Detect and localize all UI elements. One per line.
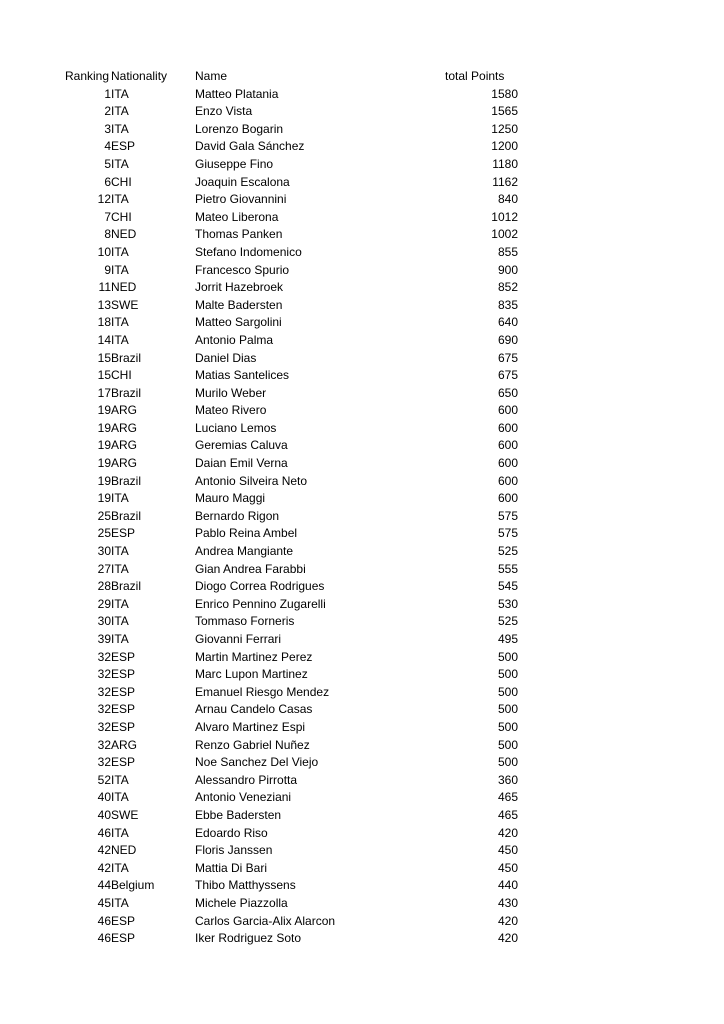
cell-nationality: ITA (111, 262, 129, 277)
cell-nationality: ITA (111, 192, 129, 207)
cell-name: Michele Piazzolla (195, 895, 288, 910)
table-row (65, 420, 518, 438)
cell-nationality: ESP (111, 649, 136, 664)
table-row (65, 578, 518, 596)
cell-name: Pietro Giovannini (195, 192, 287, 207)
cell-nationality: ESP (111, 702, 136, 717)
cell-nationality: ITA (111, 156, 129, 171)
cell-nationality: ITA (111, 104, 129, 119)
cell-nationality: ITA (111, 596, 129, 611)
cell-points: 500 (497, 702, 518, 717)
cell-points: 465 (497, 790, 518, 805)
cell-name: Arnau Candelo Casas (195, 702, 313, 717)
cell-ranking: 19 (97, 456, 111, 471)
table-row (65, 121, 518, 139)
cell-points: 530 (497, 596, 518, 611)
table-row (65, 825, 518, 843)
cell-points: 840 (497, 192, 518, 207)
cell-points: 525 (497, 614, 518, 629)
cell-ranking: 7 (104, 209, 111, 224)
cell-ranking: 32 (97, 737, 111, 752)
cell-nationality: Brazil (111, 579, 142, 594)
cell-points: 1162 (492, 174, 518, 189)
table-row (65, 473, 518, 491)
cell-name: Noe Sanchez Del Viejo (195, 755, 319, 770)
cell-points: 1012 (491, 209, 518, 224)
cell-name: Gian Andrea Farabbi (195, 561, 306, 576)
table-row (65, 525, 518, 543)
cell-nationality: ESP (111, 684, 136, 699)
cell-points: 525 (497, 544, 518, 559)
cell-nationality: ITA (111, 244, 129, 259)
table-row (65, 174, 518, 192)
cell-points: 500 (497, 737, 518, 752)
cell-nationality: ITA (111, 860, 129, 875)
cell-name: Antonio Veneziani (195, 790, 292, 805)
cell-nationality: NED (111, 843, 137, 858)
cell-ranking: 19 (97, 473, 111, 488)
cell-name: Enrico Pennino Zugarelli (195, 596, 326, 611)
cell-nationality: ESP (111, 139, 136, 154)
cell-ranking: 19 (97, 420, 111, 435)
cell-ranking: 19 (97, 403, 111, 418)
cell-points: 600 (497, 491, 518, 506)
cell-points: 420 (497, 825, 518, 840)
cell-ranking: 13 (97, 297, 111, 312)
cell-nationality: ITA (111, 825, 129, 840)
cell-name: Matteo Platania (195, 86, 279, 101)
cell-nationality: ARG (111, 737, 138, 752)
table-row (65, 402, 518, 420)
cell-nationality: ESP (111, 667, 136, 682)
table-row (65, 244, 518, 262)
cell-points: 855 (497, 244, 518, 259)
cell-name: Antonio Palma (195, 332, 274, 347)
cell-ranking: 39 (97, 632, 111, 646)
cell-name: David Gala Sánchez (195, 139, 305, 154)
cell-points: 675 (497, 368, 518, 383)
cell-ranking: 28 (97, 579, 111, 594)
cell-name: Andrea Mangiante (195, 544, 294, 559)
cell-name: Matteo Sargolini (195, 315, 282, 330)
cell-name: Mateo Rivero (195, 403, 267, 418)
cell-ranking: 27 (97, 561, 111, 576)
cell-name: Marc Lupon Martinez (195, 667, 308, 682)
cell-ranking: 44 (97, 878, 111, 893)
cell-ranking: 42 (97, 860, 111, 875)
table-row (65, 877, 518, 895)
table-row (65, 737, 518, 755)
cell-ranking: 19 (97, 491, 111, 506)
cell-ranking: 46 (97, 825, 111, 840)
table-row (65, 807, 518, 825)
cell-nationality: ARG (111, 438, 138, 453)
cell-points: 1565 (491, 104, 518, 119)
cell-name: Antonio Silveira Neto (195, 473, 308, 488)
table-row (65, 649, 518, 667)
table-row (65, 86, 518, 104)
cell-ranking: 32 (97, 702, 111, 717)
table-row (65, 596, 518, 614)
cell-name: Alvaro Martinez Espi (195, 719, 306, 734)
cell-ranking: 32 (97, 755, 111, 770)
cell-nationality: ITA (111, 614, 129, 629)
cell-ranking: 32 (97, 684, 111, 699)
table-row (65, 350, 518, 368)
cell-ranking: 42 (97, 843, 111, 858)
cell-points: 600 (497, 438, 518, 453)
cell-ranking: 15 (97, 350, 111, 365)
cell-nationality: CHI (111, 174, 132, 189)
table-body (65, 86, 518, 948)
cell-nationality: Belgium (111, 878, 155, 893)
cell-ranking: 32 (97, 667, 111, 682)
cell-nationality: ITA (111, 772, 129, 787)
table-row (65, 772, 518, 790)
cell-ranking: 25 (97, 508, 111, 523)
cell-points: 600 (497, 403, 518, 418)
table-row (65, 895, 518, 913)
cell-points: 575 (497, 508, 518, 523)
cell-points: 1200 (491, 139, 518, 154)
cell-points: 600 (497, 456, 518, 471)
table-row (65, 156, 518, 174)
cell-name: Tommaso Forneris (195, 614, 295, 629)
cell-ranking: 18 (97, 315, 111, 330)
cell-nationality: Brazil (111, 385, 142, 400)
table-row (65, 490, 518, 508)
cell-points: 450 (497, 860, 518, 875)
cell-points: 420 (497, 913, 518, 928)
cell-ranking: 17 (97, 385, 111, 400)
cell-points: 495 (497, 632, 518, 646)
cell-ranking: 14 (97, 332, 111, 347)
cell-name: Iker Rodriguez Soto (195, 931, 302, 946)
cell-points: 465 (497, 807, 518, 822)
cell-name: Matias Santelices (195, 368, 290, 383)
cell-name: Daian Emil Verna (195, 456, 288, 471)
cell-ranking: 30 (97, 614, 111, 629)
cell-nationality: ITA (111, 895, 129, 910)
cell-nationality: ITA (111, 632, 129, 646)
cell-name: Mauro Maggi (195, 491, 266, 506)
cell-name: Murilo Weber (195, 385, 267, 400)
cell-points: 1580 (491, 86, 518, 101)
cell-nationality: SWE (111, 807, 139, 822)
table-row (65, 332, 518, 350)
cell-name: Emanuel Riesgo Mendez (195, 684, 330, 699)
cell-ranking: 45 (97, 895, 111, 910)
cell-ranking: 32 (97, 719, 111, 734)
table-row (65, 209, 518, 227)
cell-points: 600 (497, 420, 518, 435)
cell-points: 440 (497, 878, 518, 893)
table-row (65, 279, 518, 297)
cell-name: Pablo Reina Ambel (195, 526, 298, 541)
cell-nationality: ITA (111, 332, 129, 347)
table-row (65, 930, 518, 948)
cell-nationality: ESP (111, 931, 136, 946)
cell-name: Stefano Indomenico (195, 244, 302, 259)
cell-points: 500 (497, 755, 518, 770)
header-nationality: Nationality (111, 69, 168, 83)
table-row (65, 543, 518, 561)
cell-name: Edoardo Riso (195, 825, 268, 840)
cell-points: 1180 (492, 156, 518, 171)
header-name: Name (195, 69, 228, 83)
cell-nationality: Brazil (111, 473, 142, 488)
cell-nationality: NED (111, 280, 137, 295)
cell-ranking: 11 (98, 280, 111, 295)
cell-ranking: 4 (104, 139, 111, 154)
cell-nationality: ITA (111, 121, 129, 136)
cell-ranking: 15 (97, 368, 111, 383)
cell-nationality: Brazil (111, 350, 142, 365)
cell-points: 430 (497, 895, 518, 910)
ranking-table (65, 68, 518, 948)
cell-points: 1250 (491, 121, 518, 136)
cell-points: 360 (497, 772, 518, 787)
table-row (65, 508, 518, 526)
cell-ranking: 2 (104, 104, 111, 119)
cell-nationality: ITA (111, 544, 129, 559)
cell-ranking: 9 (104, 262, 111, 277)
table-row (65, 226, 518, 244)
cell-points: 835 (497, 297, 518, 312)
table-row (65, 913, 518, 931)
cell-nationality: CHI (111, 209, 132, 224)
table-row (65, 455, 518, 473)
cell-name: Carlos Garcia-Alix Alarcon (195, 913, 336, 928)
header-row (65, 68, 518, 86)
cell-name: Mateo Liberona (195, 209, 279, 224)
cell-points: 500 (497, 649, 518, 664)
cell-points: 1002 (491, 227, 518, 242)
cell-ranking: 5 (104, 156, 111, 171)
cell-name: Martin Martinez Perez (195, 649, 313, 664)
cell-nationality: ARG (111, 403, 138, 418)
cell-ranking: 1 (104, 86, 111, 101)
cell-points: 450 (497, 843, 518, 858)
cell-name: Mattia Di Bari (195, 860, 268, 875)
cell-name: Bernardo Rigon (195, 508, 280, 523)
table-row (65, 613, 518, 631)
cell-nationality: SWE (111, 297, 139, 312)
cell-nationality: ESP (111, 913, 136, 928)
cell-nationality: ARG (111, 456, 138, 471)
header-points: total Points (445, 69, 505, 83)
cell-ranking: 40 (97, 807, 111, 822)
cell-ranking: 46 (97, 913, 111, 928)
cell-ranking: 3 (104, 121, 111, 136)
table-row (65, 754, 518, 772)
cell-points: 420 (497, 931, 518, 946)
cell-points: 900 (497, 262, 518, 277)
cell-nationality: CHI (111, 368, 132, 383)
cell-points: 852 (497, 280, 518, 295)
table-row (65, 103, 518, 121)
table-row (65, 860, 518, 878)
cell-ranking: 8 (104, 227, 111, 242)
cell-ranking: 32 (97, 649, 111, 664)
cell-points: 675 (497, 350, 518, 365)
cell-nationality: ITA (111, 790, 129, 805)
table-row (65, 561, 518, 579)
table-row (65, 666, 518, 684)
cell-nationality: Brazil (111, 508, 142, 523)
cell-nationality: ESP (111, 719, 136, 734)
table-row (65, 262, 518, 280)
table-row (65, 631, 518, 649)
cell-nationality: ESP (111, 526, 136, 541)
cell-name: Alessandro Pirrotta (195, 772, 298, 787)
cell-ranking: 46 (97, 931, 111, 946)
cell-ranking: 29 (97, 596, 111, 611)
cell-points: 500 (497, 684, 518, 699)
cell-name: Francesco Spurio (195, 262, 290, 277)
cell-ranking: 25 (97, 526, 111, 541)
cell-nationality: ARG (111, 420, 138, 435)
cell-nationality: ITA (111, 491, 129, 506)
cell-nationality: ITA (111, 561, 129, 576)
cell-points: 555 (497, 561, 518, 576)
table-row (65, 367, 518, 385)
table-row (65, 191, 518, 209)
table-row (65, 385, 518, 403)
cell-name: Giovanni Ferrari (195, 632, 282, 646)
cell-points: 575 (497, 526, 518, 541)
cell-ranking: 30 (97, 544, 111, 559)
cell-name: Luciano Lemos (195, 420, 277, 435)
cell-nationality: ITA (111, 86, 129, 101)
table-row (65, 314, 518, 332)
cell-points: 600 (497, 473, 518, 488)
cell-nationality: NED (111, 227, 137, 242)
cell-ranking: 12 (97, 192, 111, 207)
cell-points: 640 (497, 315, 518, 330)
table-row (65, 719, 518, 737)
table-row (65, 437, 518, 455)
cell-name: Ebbe Badersten (195, 807, 282, 822)
cell-points: 690 (497, 332, 518, 347)
cell-name: Diogo Correa Rodrigues (195, 579, 325, 594)
cell-name: Enzo Vista (195, 104, 253, 119)
table-row (65, 684, 518, 702)
cell-name: Giuseppe Fino (195, 156, 274, 171)
cell-points: 545 (497, 579, 518, 594)
cell-name: Lorenzo Bogarin (195, 121, 284, 136)
cell-name: Geremias Caluva (195, 438, 288, 453)
table-row (65, 138, 518, 156)
cell-name: Thibo Matthyssens (195, 878, 296, 893)
header-ranking: Ranking (65, 69, 110, 83)
cell-name: Floris Janssen (195, 843, 273, 858)
cell-name: Thomas Panken (195, 227, 283, 242)
cell-name: Malte Badersten (195, 297, 283, 312)
table-row (65, 842, 518, 860)
cell-name: Daniel Dias (195, 350, 257, 365)
cell-ranking: 10 (97, 244, 111, 259)
table-row (65, 297, 518, 315)
cell-ranking: 40 (97, 790, 111, 805)
cell-points: 500 (497, 719, 518, 734)
cell-points: 650 (497, 385, 518, 400)
cell-ranking: 6 (104, 174, 111, 189)
cell-ranking: 52 (97, 772, 111, 787)
table-row (65, 701, 518, 719)
table-row (65, 789, 518, 807)
cell-ranking: 19 (97, 438, 111, 453)
cell-nationality: ESP (111, 755, 136, 770)
cell-name: Renzo Gabriel Nuñez (195, 737, 310, 752)
cell-points: 500 (497, 667, 518, 682)
cell-name: Jorrit Hazebroek (195, 280, 284, 295)
cell-name: Joaquin Escalona (195, 174, 290, 189)
cell-nationality: ITA (111, 315, 129, 330)
